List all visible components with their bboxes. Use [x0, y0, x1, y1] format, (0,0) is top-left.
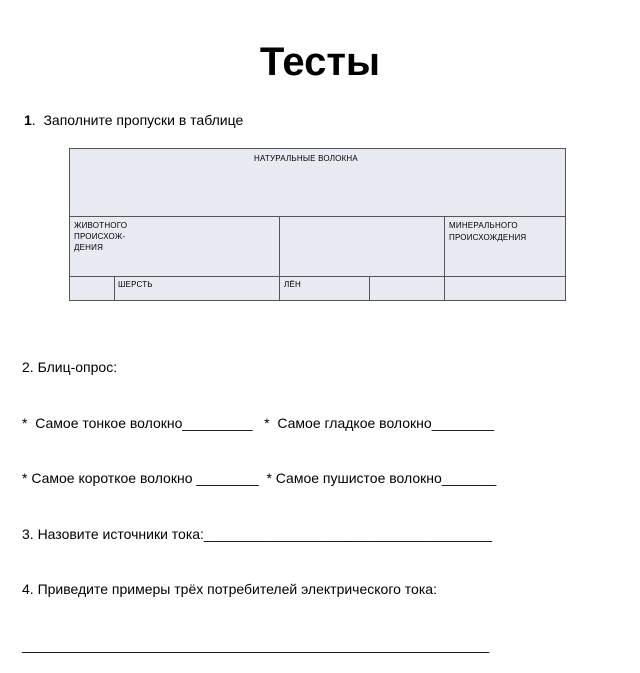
- table-cell-animal-origin-3: ДЕНИЯ: [74, 243, 104, 252]
- table-row-divider-1: [70, 216, 565, 217]
- task-1-text: Заполните пропуски в таблице: [43, 112, 244, 128]
- table-cell-wool: ШЕРСТЬ: [118, 280, 153, 289]
- quiz-line-4: 3. Назовите источники тока:_____________________________________: [22, 525, 493, 542]
- quiz-line-2: * Самое тонкое волокно_________ * Самое гладкое волокно________: [22, 414, 494, 431]
- quiz-section: [22, 321, 496, 673]
- table-cell-flax: ЛЁН: [284, 280, 301, 289]
- table-header-natural-fibers: НАТУРАЛЬНЫЕ ВОЛОКНА: [254, 154, 358, 163]
- task-1-separator: .: [31, 112, 36, 128]
- table-col-divider-animal: [279, 216, 280, 301]
- table-col-divider-bottom-2: [369, 276, 370, 301]
- quiz-line-3: * Самое короткое волокно ________ * Самое пушистое волокно_______: [22, 470, 497, 486]
- slide-title: Тесты: [259, 40, 381, 84]
- quiz-line-6: ____________________________________________________________: [22, 636, 490, 653]
- quiz-line-1: 2. Блиц-опрос:: [22, 359, 118, 375]
- table-col-divider-mineral: [444, 216, 445, 301]
- table-row-divider-2: [70, 276, 565, 277]
- table-cell-mineral-origin-2: ПРОИСХОЖДЕНИЯ: [449, 233, 527, 242]
- task-1: [24, 111, 243, 129]
- quiz-line-5: 4. Приведите примеры трёх потребителей электрического тока:: [22, 581, 437, 597]
- table-cell-animal-origin-1: ЖИВОТНОГО: [74, 221, 128, 230]
- table-cell-mineral-origin-1: МИНЕРАЛЬНОГО: [449, 221, 518, 230]
- natural-fibers-table: [69, 148, 566, 301]
- task-1-number: 1: [24, 112, 32, 128]
- table-col-divider-bottom-1: [114, 276, 115, 301]
- table-cell-animal-origin-2: ПРОИСХОЖ-: [74, 232, 126, 241]
